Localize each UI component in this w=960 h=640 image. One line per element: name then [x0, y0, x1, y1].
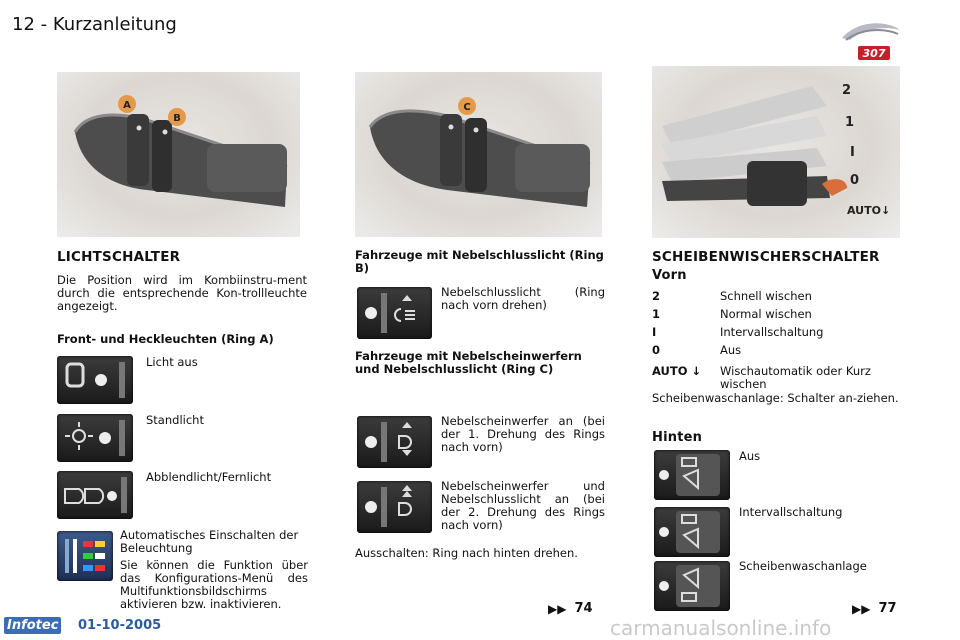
rear-wiper-off-label: Aus: [739, 449, 761, 463]
wiper-row-key: I: [652, 325, 657, 339]
wiper-switch-heading: SCHEIBENWISCHERSCHALTER: [652, 249, 880, 265]
wiper-row-value: Aus: [720, 343, 742, 357]
light-switch-heading: LICHTSCHALTER: [57, 249, 181, 265]
page-title: 12 - Kurzanleitung: [12, 14, 177, 35]
page-reference-77[interactable]: [852, 601, 912, 616]
light-switch-photo-rings-ab: [57, 72, 300, 237]
lights-off-icon: [57, 356, 133, 404]
double-arrow-icon: ▶▶: [548, 601, 567, 616]
sidelights-icon: [57, 414, 133, 462]
watermark: carmanualsonline.info: [610, 616, 832, 640]
rear-wiper-interval-label: Intervallschaltung: [739, 505, 843, 519]
svg-text:1: 1: [845, 115, 855, 130]
sidelights-label: Standlicht: [146, 413, 204, 427]
wiper-row-value: Intervallschaltung: [720, 325, 824, 339]
front-fog-light-icon: [357, 416, 432, 468]
fog-lamps-heading: Fahrzeuge mit Nebelscheinwerfern und Nebelschlusslicht (Ring C): [355, 349, 582, 376]
svg-text:B: B: [173, 113, 181, 124]
page-reference-74-number: 74: [574, 601, 593, 616]
page-reference-74[interactable]: [548, 601, 608, 616]
front-rear-fog-label: Nebelscheinwerfer und Nebelschlusslicht an (bei der 2. Drehung des Rings nach vorn): [441, 479, 605, 532]
svg-text:AUTO↓: AUTO↓: [847, 204, 891, 217]
document-date: 01-10-2005: [78, 618, 162, 633]
wiper-switch-photo: [652, 66, 900, 238]
infotec-badge: Infotec: [4, 617, 61, 634]
wiper-positions-list: [652, 290, 907, 391]
wiper-row-key: 2: [652, 289, 661, 303]
auto-lighting-title: Automatisches Einschalten der Beleuchtung: [120, 528, 299, 555]
svg-text:0: 0: [850, 173, 860, 188]
auto-lighting-menu-icon: [57, 531, 113, 581]
wiper-row-value: Wischautomatik oder Kurz wischen: [720, 364, 871, 391]
washer-text: Scheibenwaschanlage: Schalter an-ziehen.: [652, 391, 899, 405]
rear-wiper-heading: Hinten: [652, 430, 703, 445]
wiper-row: [652, 290, 907, 303]
wiper-row-key: 0: [652, 343, 661, 357]
rear-wiper-interval-icon: [654, 507, 730, 557]
wiper-row: [652, 308, 907, 321]
wiper-row-value: Schnell wischen: [720, 289, 812, 303]
low-high-beam-icon: [57, 471, 133, 519]
svg-text:A: A: [123, 100, 131, 111]
double-arrow-icon: ▶▶: [852, 601, 871, 616]
rear-fog-label: Nebelschlusslicht (Ring nach vorn drehen): [441, 285, 605, 312]
front-fog-label: Nebelscheinwerfer an (bei der 1. Drehung des Rings nach vorn): [441, 414, 605, 454]
front-wiper-heading: Vorn: [652, 268, 687, 283]
wiper-row: [652, 326, 907, 339]
light-switch-intro: Die Position wird im Kombiinstru-ment durch die entsprechende Kon-trollleuchte angezeigt.: [57, 273, 307, 313]
peugeot-307-logo: [838, 18, 904, 64]
wiper-row-key: AUTO ↓: [652, 364, 702, 378]
front-rear-fog-icon: [357, 481, 432, 533]
lights-off-label: Licht aus: [146, 355, 198, 369]
wiper-row-value: Normal wischen: [720, 307, 812, 321]
front-rear-lights-heading: Front- und Heckleuchten (Ring A): [57, 332, 274, 346]
svg-text:I: I: [850, 145, 855, 160]
auto-lighting-text: Sie können die Funktion über das Konfigurations-Menü des Multifunktionsbildschirms aktivieren bzw. inaktivieren.: [120, 558, 308, 611]
rear-washer-label: Scheibenwaschanlage: [739, 559, 867, 573]
wiper-row-key: 1: [652, 307, 661, 321]
rear-fog-light-icon: [357, 287, 432, 339]
svg-text:C: C: [463, 102, 471, 113]
wiper-row: [652, 344, 907, 357]
rear-washer-icon: [654, 561, 730, 611]
svg-text:2: 2: [842, 83, 852, 98]
page-reference-77-number: 77: [878, 601, 897, 616]
rear-wiper-off-icon: [654, 450, 730, 500]
wiper-row: [652, 365, 907, 391]
rear-fog-heading: Fahrzeuge mit Nebelschlusslicht (Ring B): [355, 248, 604, 275]
low-high-beam-label: Abblendlicht/Fernlicht: [146, 470, 272, 484]
svg-text:307: 307: [862, 47, 886, 60]
fog-off-text: Ausschalten: Ring nach hinten drehen.: [355, 546, 578, 560]
light-switch-photo-ring-c: [355, 72, 602, 237]
